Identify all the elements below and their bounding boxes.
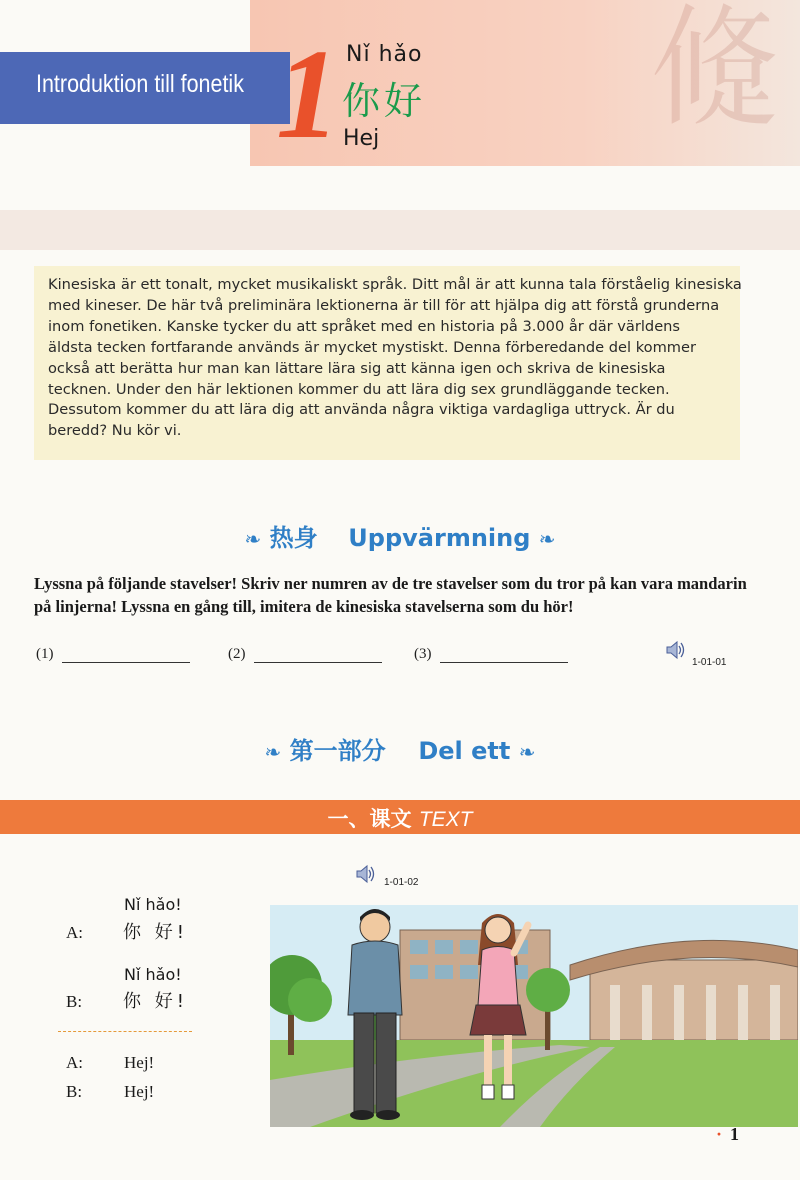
section-title: Introduktion till fonetik — [36, 70, 244, 98]
background-bleed-band — [0, 210, 800, 250]
lesson-hanzi: 你好 — [342, 79, 427, 123]
blank-3 — [414, 646, 568, 663]
blank-2 — [228, 646, 382, 663]
blank-label: (1) — [36, 646, 54, 662]
translation-text: Hej! — [124, 1082, 155, 1101]
dialogue-pinyin: Nǐ hǎo! — [124, 895, 182, 914]
warmup-instruction: Lyssna på följande stavelser! Skriv ner numren av de tre stavelser som du tror på kan vara mandarin på linjerna! Lyssna en gång till, imitera de kinesiska stavelserna som du hör! — [34, 574, 747, 616]
intro-line: äldsta tecken fortfarande används är mycket mystiskt. Denna förberedande del kommer — [48, 338, 696, 356]
warmup-heading-sv: Uppvärmning — [348, 524, 531, 552]
intro-box — [34, 266, 740, 460]
lesson-pinyin: Nǐ hǎo — [346, 42, 423, 67]
dialogue-hanzi: 你 好! — [123, 922, 188, 943]
warmup-heading — [0, 518, 800, 553]
lesson-translation: Hej — [343, 126, 380, 151]
dialogue-illustration — [270, 905, 798, 1127]
blank-label: (3) — [414, 646, 432, 662]
dialogue-speaker: B: — [66, 992, 83, 1011]
ornament-right-icon: ❧ — [518, 740, 536, 764]
dialogue-divider — [58, 1031, 192, 1032]
translation-speaker: A: — [66, 1053, 83, 1072]
dialogue-hanzi: 你 好! — [123, 991, 188, 1012]
intro-line: med kineser. De här två preliminära lektionerna är till för att hjälpa dig att förstå grunderna — [48, 296, 720, 314]
warmup-heading-cn: 热身 — [269, 524, 318, 552]
intro-line: tecknen. Under den här lektionen kommer du att lära dig sex grundläggande tecken. — [48, 380, 670, 398]
intro-line: Dessutom kommer du att lära dig att använda några viktiga vardagliga uttryck. Är du — [48, 401, 675, 419]
answer-line[interactable] — [440, 648, 568, 663]
page-number-value: 1 — [730, 1124, 740, 1144]
dialogue-speaker: A: — [66, 923, 83, 942]
intro-line: inom fonetiken. Kanske tycker du att språket med en historia på 3.000 år där världens — [48, 317, 681, 335]
text-section-title-en: TEXT — [418, 808, 473, 831]
part-one-heading-sv: Del ett — [418, 737, 511, 765]
page-dot-icon: · — [716, 1124, 723, 1144]
audio-speaker-icon[interactable] — [354, 864, 376, 884]
intro-line: beredd? Nu kör vi. — [48, 422, 182, 440]
ornament-left-icon: ❧ — [264, 740, 282, 764]
part-one-heading — [0, 731, 800, 766]
dialogue-pinyin: Nǐ hǎo! — [124, 965, 182, 984]
lesson-number: 1 — [276, 23, 340, 165]
blank-label: (2) — [228, 646, 246, 662]
calligraphy-decoration: 𨁀 — [649, 0, 780, 145]
translation-text: Hej! — [124, 1053, 155, 1072]
text-section-title-cn: 一、课文 — [327, 807, 412, 831]
text-section-title — [0, 803, 800, 833]
ornament-right-icon: ❧ — [538, 527, 556, 551]
answer-line[interactable] — [254, 648, 382, 663]
translation-speaker: B: — [66, 1082, 83, 1101]
part-one-heading-cn: 第一部分 — [289, 737, 386, 765]
intro-line: också att berätta hur man kan lättare lära sig att känna igen och skriva de kinesiska — [48, 359, 666, 377]
audio-track-label: 1-01-02 — [384, 877, 419, 888]
audio-track-label: 1-01-01 — [692, 657, 727, 668]
answer-line[interactable] — [62, 648, 190, 663]
blank-1 — [36, 646, 190, 663]
audio-speaker-icon[interactable] — [664, 640, 686, 660]
ornament-left-icon: ❧ — [244, 527, 262, 551]
page-number — [716, 1124, 739, 1145]
intro-line: Kinesiska är ett tonalt, mycket musikaliskt språk. Ditt mål är att kunna tala förståelig kinesiska — [48, 276, 742, 293]
